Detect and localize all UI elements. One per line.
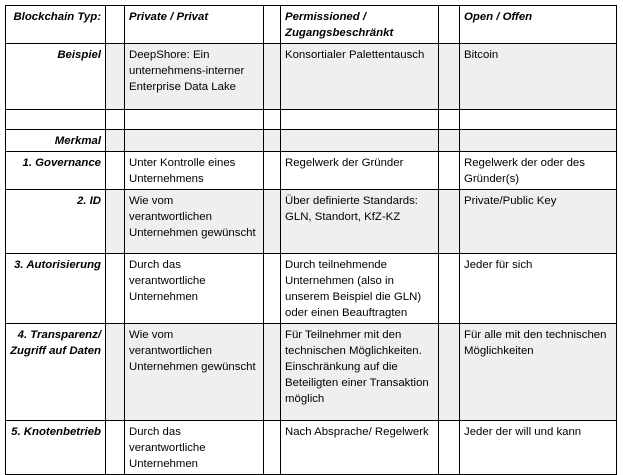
spacer-cell xyxy=(439,190,460,254)
governance-row xyxy=(6,152,617,190)
empty-cell xyxy=(439,110,460,130)
spacer-cell xyxy=(439,254,460,324)
header-open: Open / Offen xyxy=(460,6,617,44)
spacer-cell xyxy=(439,6,460,44)
cell-private: Wie vom verantwortlichen Unternehmen gewünscht xyxy=(125,324,264,421)
header-row xyxy=(6,6,617,44)
spacer-cell xyxy=(106,6,125,44)
feature-header-row xyxy=(6,130,617,152)
spacer-cell xyxy=(106,421,125,475)
empty-row xyxy=(6,110,617,130)
empty-cell xyxy=(281,110,439,130)
spacer-cell xyxy=(281,130,439,152)
cell-private: Unter Kontrolle eines Unternehmens xyxy=(125,152,264,190)
spacer-cell xyxy=(106,152,125,190)
cell-private: Durch das verantwortliche Unternehmen xyxy=(125,254,264,324)
spacer-cell xyxy=(264,190,281,254)
row-label-id: 2. ID xyxy=(6,190,106,254)
row-label-transparency: 4. Transparenz/ Zugriff auf Daten xyxy=(6,324,106,421)
example-private: DeepShore: Ein unternehmens-interner Enterprise Data Lake xyxy=(125,44,264,110)
row-label-node-operation: 5. Knotenbetrieb xyxy=(6,421,106,475)
spacer-cell xyxy=(125,130,264,152)
row-label-authorization: 3. Autorisierung xyxy=(6,254,106,324)
blockchain-comparison-table xyxy=(5,5,617,475)
empty-cell xyxy=(125,110,264,130)
cell-permissioned: Über definierte Standards: GLN, Standort, KfZ-KZ xyxy=(281,190,439,254)
authorization-row xyxy=(6,254,617,324)
cell-permissioned: Für Teilnehmer mit den technischen Möglichkeiten. Einschränkung auf die Beteiligten einer Transaktion möglich xyxy=(281,324,439,421)
spacer-cell xyxy=(106,44,125,110)
empty-cell xyxy=(460,110,617,130)
spacer-cell xyxy=(264,6,281,44)
cell-permissioned: Regelwerk der Gründer xyxy=(281,152,439,190)
spacer-cell xyxy=(460,130,617,152)
row-label-governance: 1. Governance xyxy=(6,152,106,190)
cell-permissioned: Nach Absprache/ Regelwerk xyxy=(281,421,439,475)
transparency-row xyxy=(6,324,617,421)
cell-private: Wie vom verantwortlichen Unternehmen gewünscht xyxy=(125,190,264,254)
spacer-cell xyxy=(439,44,460,110)
node-operation-row xyxy=(6,421,617,475)
spacer-cell xyxy=(106,324,125,421)
spacer-cell xyxy=(439,130,460,152)
spacer-cell xyxy=(264,324,281,421)
feature-label: Merkmal xyxy=(6,130,106,152)
spacer-cell xyxy=(264,152,281,190)
empty-cell xyxy=(264,110,281,130)
spacer-cell xyxy=(439,421,460,475)
spacer-cell xyxy=(264,130,281,152)
header-permissioned: Permissioned / Zugangsbeschränkt xyxy=(281,6,439,44)
spacer-cell xyxy=(264,254,281,324)
cell-open: Regelwerk der oder des Gründer(s) xyxy=(460,152,617,190)
cell-open: Private/Public Key xyxy=(460,190,617,254)
spacer-cell xyxy=(264,44,281,110)
spacer-cell xyxy=(106,190,125,254)
cell-open: Jeder für sich xyxy=(460,254,617,324)
spacer-cell xyxy=(106,130,125,152)
spacer-cell xyxy=(106,254,125,324)
example-permissioned: Konsortialer Palettentausch xyxy=(281,44,439,110)
header-type-label: Blockchain Typ: xyxy=(6,6,106,44)
spacer-cell xyxy=(264,421,281,475)
cell-private: Durch das verantwortliche Unternehmen xyxy=(125,421,264,475)
cell-permissioned: Durch teilnehmende Unternehmen (also in unserem Beispiel die GLN) oder einen Beauftragten xyxy=(281,254,439,324)
cell-open: Für alle mit den technischen Möglichkeiten xyxy=(460,324,617,421)
example-open: Bitcoin xyxy=(460,44,617,110)
spacer-cell xyxy=(439,324,460,421)
id-row xyxy=(6,190,617,254)
empty-cell xyxy=(106,110,125,130)
spacer-cell xyxy=(439,152,460,190)
empty-cell xyxy=(6,110,106,130)
header-private: Private / Privat xyxy=(125,6,264,44)
example-row xyxy=(6,44,617,110)
cell-open: Jeder der will und kann xyxy=(460,421,617,475)
example-label: Beispiel xyxy=(6,44,106,110)
